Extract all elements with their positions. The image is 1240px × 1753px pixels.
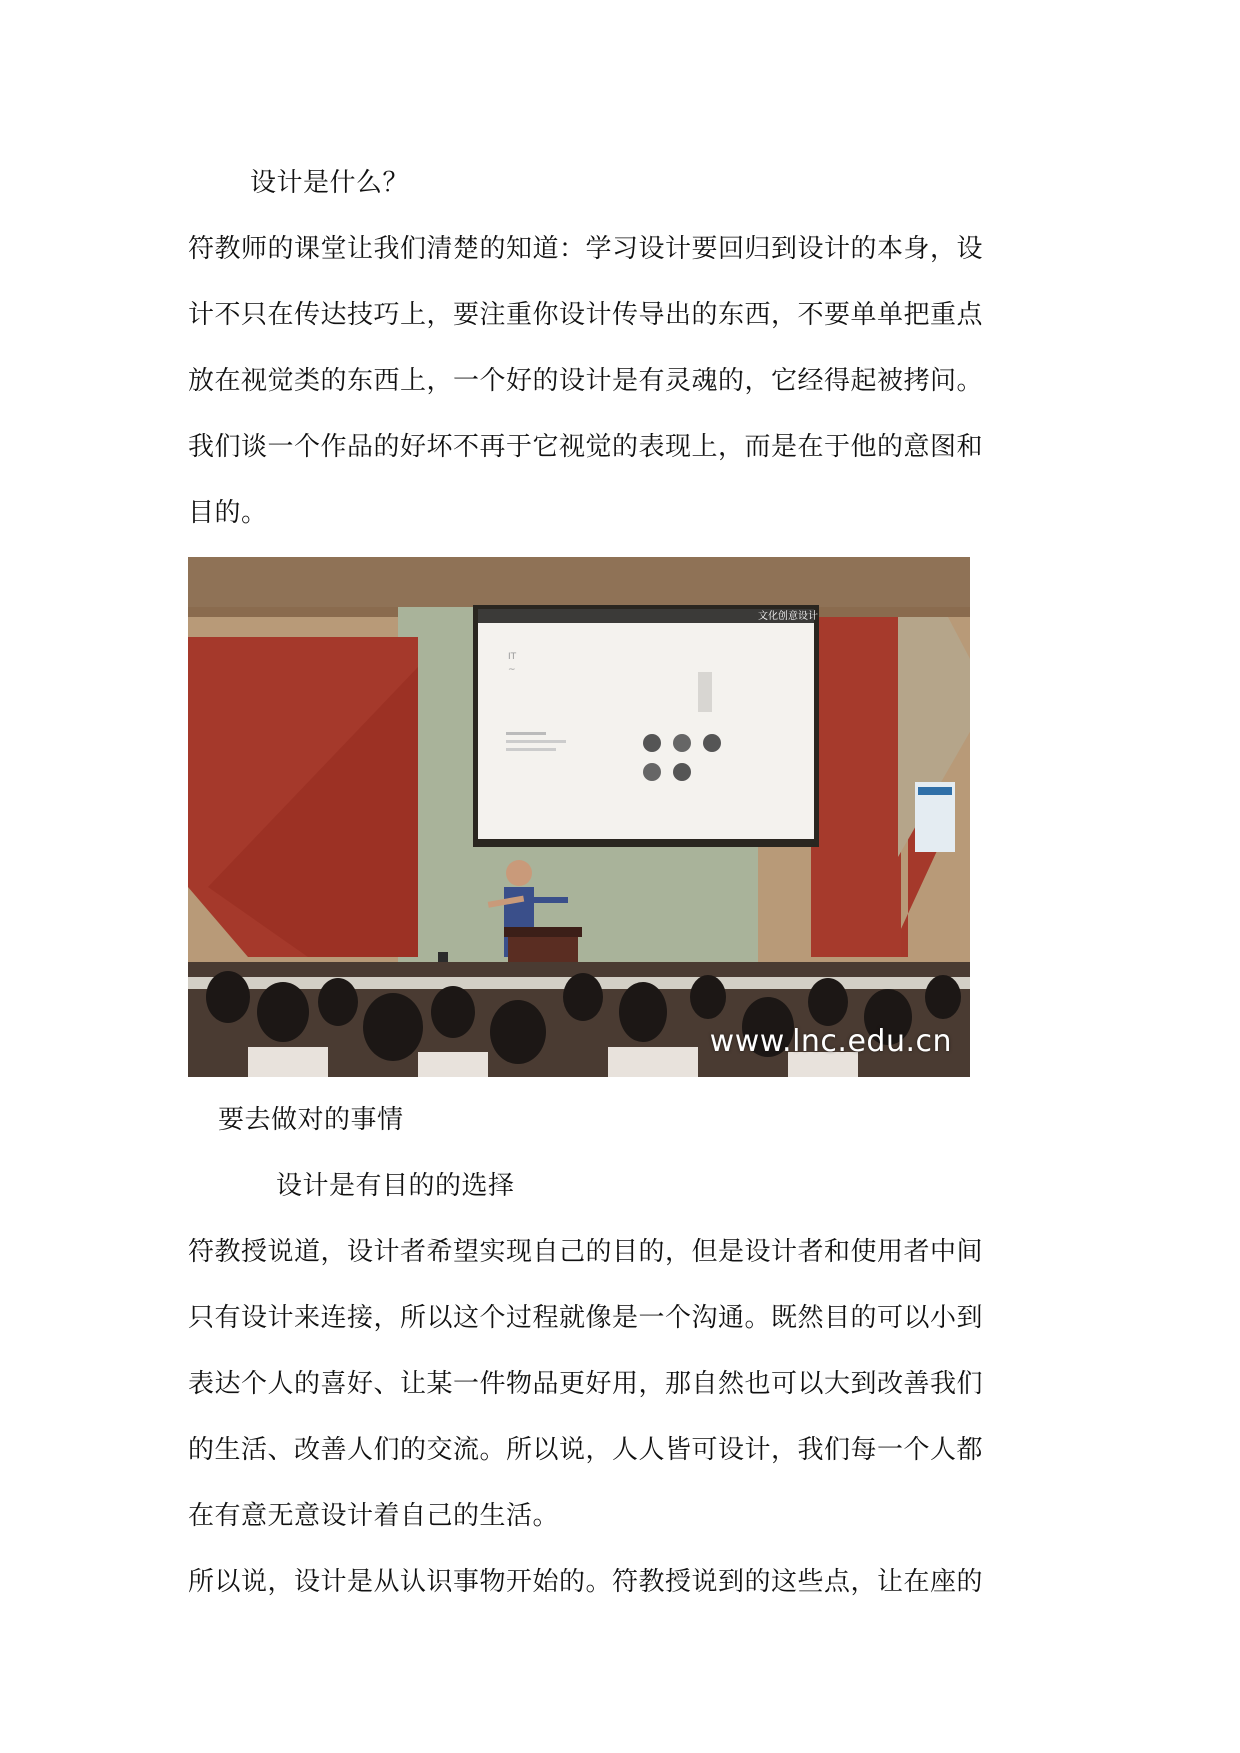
svg-text:文化创意设计: 文化创意设计 xyxy=(758,611,818,622)
lecture-photo xyxy=(188,557,970,1077)
paragraph-1-line-2: 计不只在传达技巧上，要注重你设计传导出的东西，不要单单把重点 xyxy=(188,300,984,330)
paragraph-2-line-5: 在有意无意设计着自己的生活。 xyxy=(188,1501,560,1531)
photo-watermark: www.lnc.edu.cn xyxy=(709,1024,952,1059)
lecture-photo-illustration xyxy=(188,557,970,1077)
paragraph-1-line-1: 符教师的课堂让我们清楚的知道：学习设计要回归到设计的本身，设 xyxy=(188,234,984,264)
heading-purposeful-choice: 设计是有目的的选择 xyxy=(276,1171,515,1201)
paragraph-1-line-3: 放在视觉类的东西上，一个好的设计是有灵魂的，它经得起被拷问。 xyxy=(188,366,984,396)
paragraph-2-line-4: 的生活、改善人们的交流。所以说，人人皆可设计，我们每一个人都 xyxy=(188,1435,984,1465)
svg-text:IT: IT xyxy=(508,652,517,662)
paragraph-1-line-4: 我们谈一个作品的好坏不再于它视觉的表现上，而是在于他的意图和 xyxy=(188,432,984,462)
paragraph-2-line-2: 只有设计来连接，所以这个过程就像是一个沟通。既然目的可以小到 xyxy=(188,1303,984,1333)
svg-text:~: ~ xyxy=(508,665,516,675)
paragraph-2-line-3: 表达个人的喜好、让某一件物品更好用，那自然也可以大到改善我们 xyxy=(188,1369,984,1399)
heading-do-right-things: 要去做对的事情 xyxy=(218,1105,404,1135)
heading-what-is-design: 设计是什么？ xyxy=(250,168,410,198)
paragraph-3-line-1: 所以说，设计是从认识事物开始的。符教授说到的这些点，让在座的 xyxy=(188,1567,984,1597)
paragraph-2-line-1: 符教授说道，设计者希望实现自己的目的，但是设计者和使用者中间 xyxy=(188,1237,984,1267)
paragraph-1-line-5: 目的。 xyxy=(188,498,268,528)
